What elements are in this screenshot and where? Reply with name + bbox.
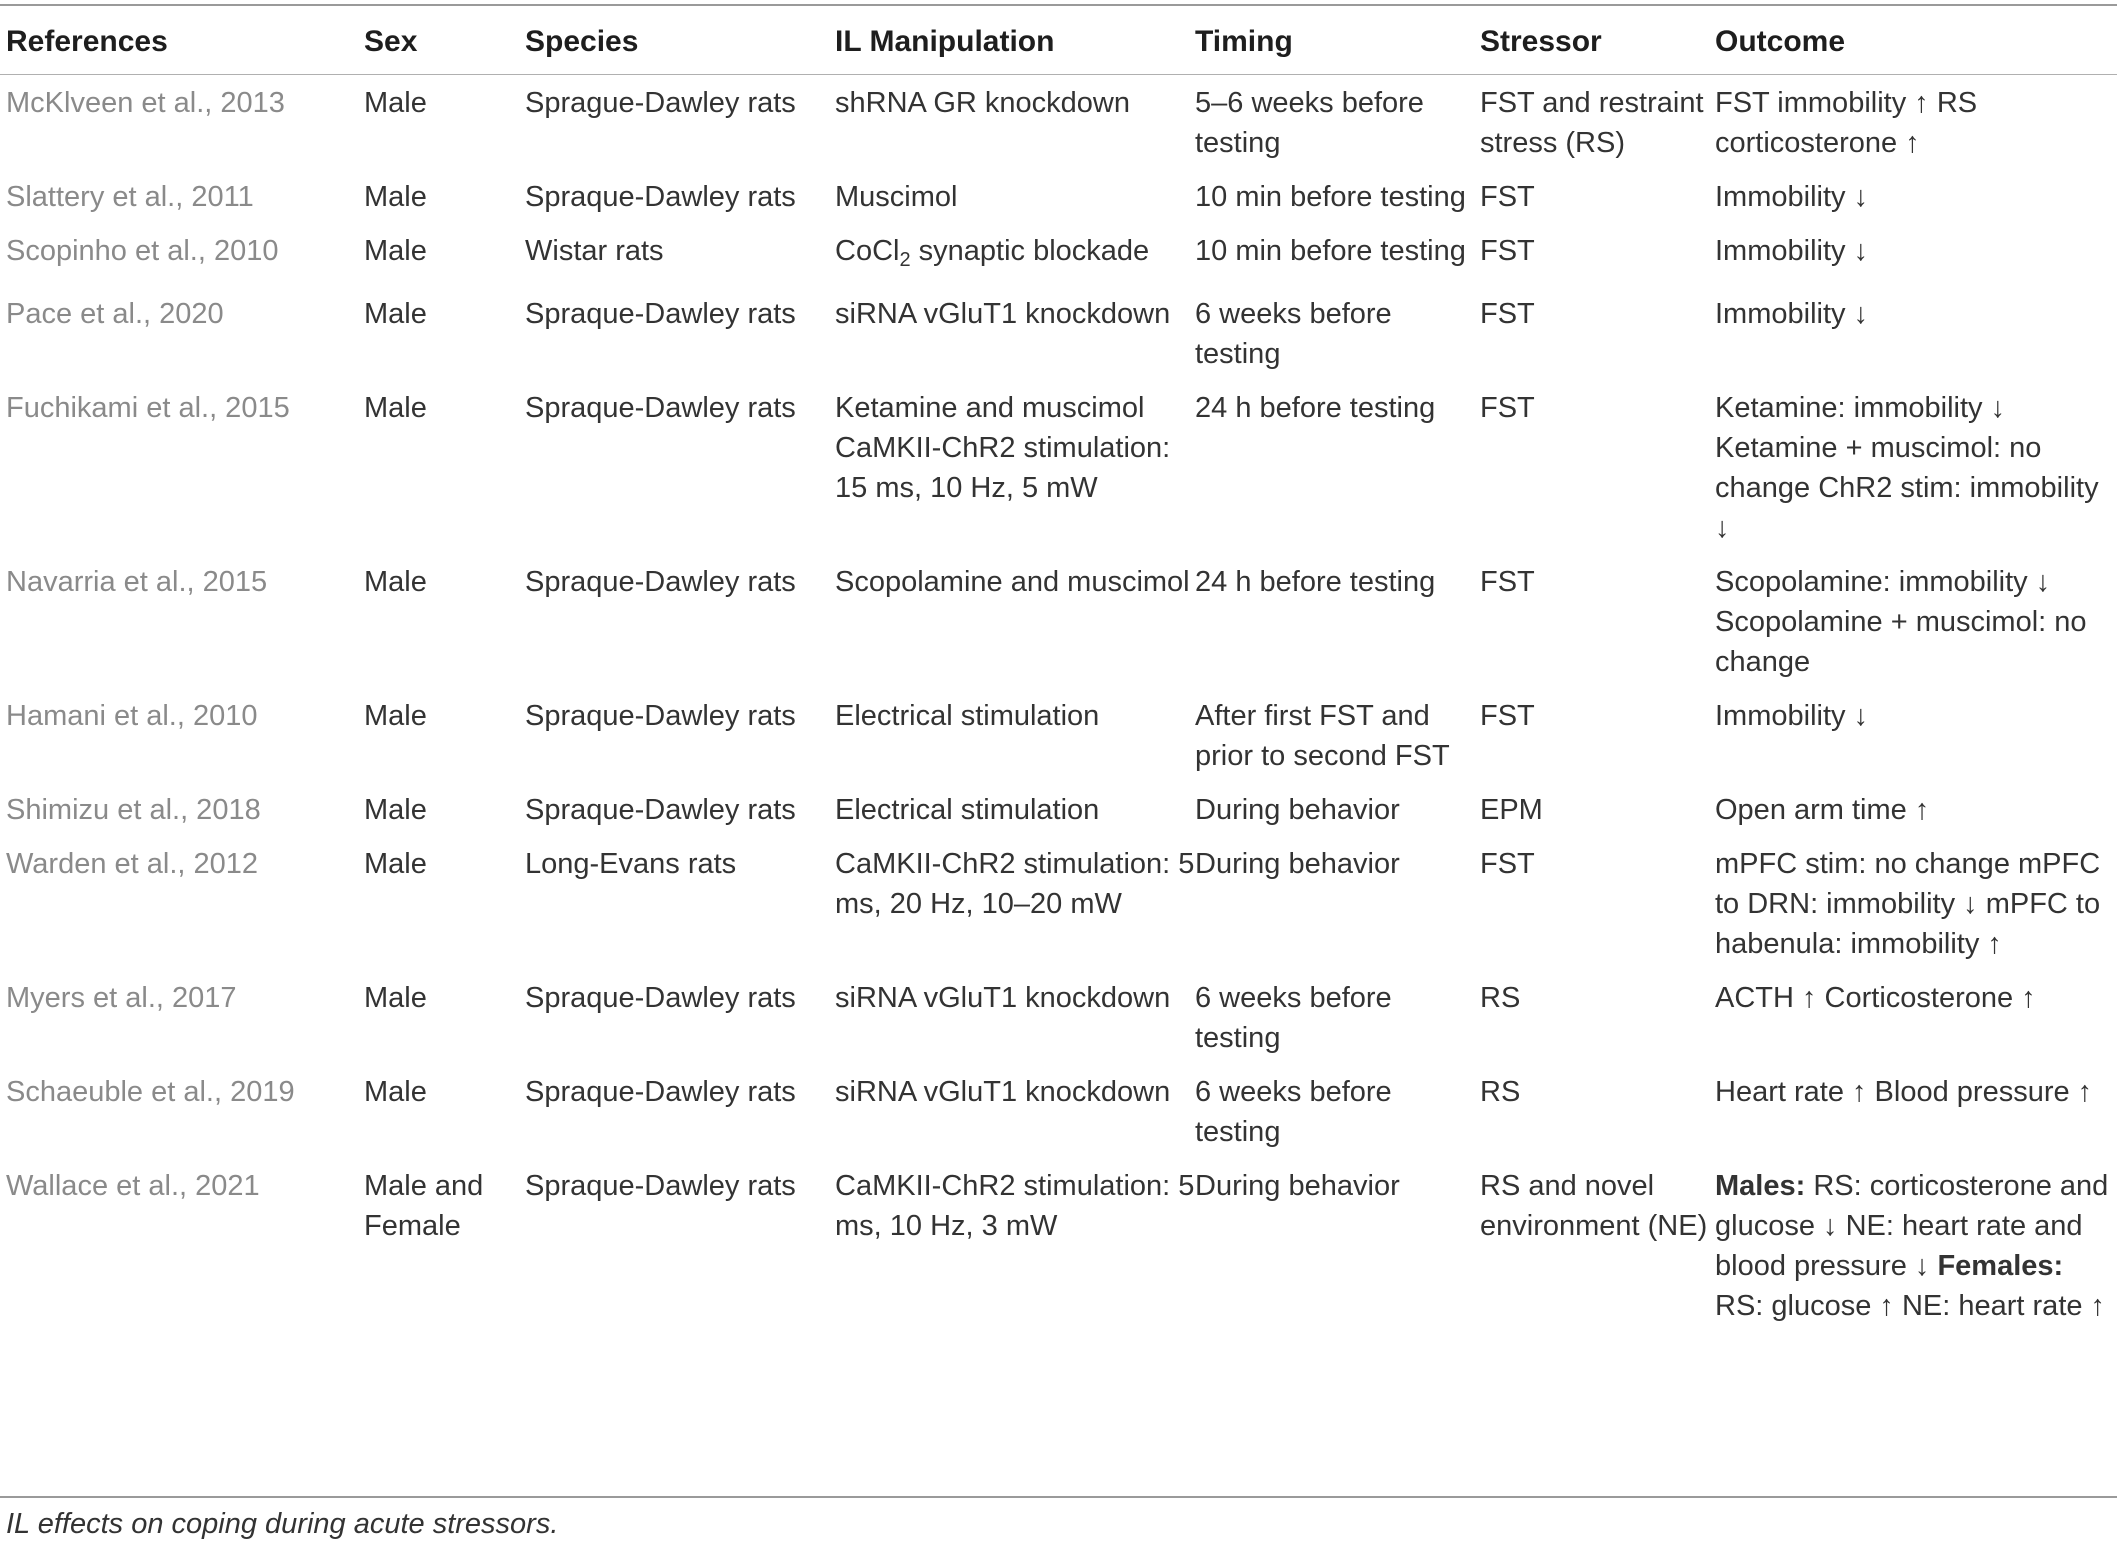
cell-reference: Warden et al., 2012 — [6, 848, 259, 880]
cell-outcome: Immobility ↓ — [1715, 700, 1869, 732]
cell-outcome: Ketamine: immobility ↓ Ketamine + muscimol: no change ChR2 stim: immobility ↓ — [1715, 392, 2099, 544]
cell-reference: Shimizu et al., 2018 — [6, 794, 261, 826]
cell-sex: Male — [364, 181, 427, 213]
cell-stressor: FST — [1480, 298, 1535, 330]
table-row — [0, 287, 2117, 381]
table-row — [0, 76, 2117, 170]
cell-manipulation: Ketamine and muscimol CaMKII-ChR2 stimulation: 15 ms, 10 Hz, 5 mW — [835, 392, 1171, 504]
header-sex: Sex — [364, 25, 418, 58]
cell-sex: Male and Female — [364, 1170, 484, 1242]
cell-manipulation: siRNA vGluT1 knockdown — [835, 1076, 1171, 1108]
cell-reference: Scopinho et al., 2010 — [6, 235, 279, 267]
cell-reference: Myers et al., 2017 — [6, 982, 237, 1014]
cell-manipulation — [835, 224, 1195, 287]
cell-species: Spraque-Dawley rats — [525, 1170, 796, 1202]
cell-sex: Male — [364, 566, 427, 598]
cell-reference: Wallace et al., 2021 — [6, 1170, 260, 1202]
cell-reference: McKlveen et al., 2013 — [6, 87, 285, 119]
table-row — [0, 555, 2117, 689]
cell-manipulation: shRNA GR knockdown — [835, 87, 1130, 119]
cell-stressor: FST and restraint stress (RS) — [1480, 87, 1704, 159]
cell-manipulation: CaMKII-ChR2 stimulation: 5 ms, 10 Hz, 3 mW — [835, 1170, 1195, 1242]
table-row — [0, 1159, 2117, 1333]
cell-outcome: mPFC stim: no change mPFC to DRN: immobility ↓ mPFC to habenula: immobility ↑ — [1715, 848, 2101, 960]
header-timing: Timing — [1195, 25, 1293, 58]
cell-stressor: FST — [1480, 848, 1535, 880]
cell-species: Wistar rats — [525, 235, 664, 267]
table-row — [0, 783, 2117, 837]
table-row — [0, 689, 2117, 783]
cell-stressor: FST — [1480, 700, 1535, 732]
table-row — [0, 381, 2117, 555]
table-caption: IL effects on coping during acute stressors. — [6, 1508, 559, 1540]
cell-timing: 6 weeks before testing — [1195, 982, 1392, 1054]
cell-species: Spraque-Dawley rats — [525, 298, 796, 330]
header-stressor: Stressor — [1480, 25, 1602, 58]
cell-stressor: RS — [1480, 1076, 1521, 1108]
cell-timing: 10 min before testing — [1195, 235, 1466, 267]
table-row — [0, 1065, 2117, 1159]
cell-timing: 10 min before testing — [1195, 181, 1466, 213]
cell-timing: During behavior — [1195, 794, 1400, 826]
cell-manipulation: siRNA vGluT1 knockdown — [835, 982, 1171, 1014]
cell-sex: Male — [364, 392, 427, 424]
cell-species: Sprague-Dawley rats — [525, 87, 796, 119]
cell-timing: During behavior — [1195, 1170, 1400, 1202]
header-species: Species — [525, 25, 639, 58]
cell-reference: Slattery et al., 2011 — [6, 181, 254, 213]
cell-sex: Male — [364, 298, 427, 330]
header-il-manipulation: IL Manipulation — [835, 25, 1055, 58]
cell-species: Spraque-Dawley rats — [525, 700, 796, 732]
cell-sex: Male — [364, 982, 427, 1014]
cell-outcome: Immobility ↓ — [1715, 181, 1869, 213]
cell-timing: 24 h before testing — [1195, 392, 1436, 424]
cell-timing: 5–6 weeks before testing — [1195, 87, 1424, 159]
cell-manipulation: Muscimol — [835, 181, 958, 213]
cell-species: Spraque-Dawley rats — [525, 794, 796, 826]
outcome-males-text: RS: corticosterone and glucose ↓ NE: heart rate and blood pressure ↓ — [1715, 1170, 2109, 1282]
cell-reference: Schaeuble et al., 2019 — [6, 1076, 295, 1108]
cell-sex: Male — [364, 1076, 427, 1108]
cell-outcome: Immobility ↓ — [1715, 298, 1869, 330]
cell-species: Spraque-Dawley rats — [525, 982, 796, 1014]
cell-timing: After first FST and prior to second FST — [1195, 700, 1450, 772]
cell-manipulation: Scopolamine and muscimol — [835, 566, 1190, 598]
table-bottom-rule — [0, 1496, 2117, 1498]
header-references: References — [6, 25, 168, 58]
cell-stressor: FST — [1480, 235, 1535, 267]
manipulation-chem-suffix: synaptic blockade — [910, 235, 1150, 267]
outcome-females-text: RS: glucose ↑ NE: heart rate ↑ — [1715, 1290, 2106, 1322]
cell-species: Spraque-Dawley rats — [525, 392, 796, 424]
cell-outcome: FST immobility ↑ RS corticosterone ↑ — [1715, 87, 1978, 159]
cell-outcome: Heart rate ↑ Blood pressure ↑ — [1715, 1076, 2093, 1108]
cell-outcome: Immobility ↓ — [1715, 235, 1869, 267]
stress-studies-table — [0, 6, 2117, 1333]
cell-sex: Male — [364, 87, 427, 119]
cell-sex: Male — [364, 848, 427, 880]
table-row — [0, 224, 2117, 287]
cell-timing: 24 h before testing — [1195, 566, 1436, 598]
cell-stressor: RS — [1480, 982, 1521, 1014]
cell-manipulation: CaMKII-ChR2 stimulation: 5 ms, 20 Hz, 10–20 mW — [835, 848, 1195, 920]
table-header-row — [0, 6, 2117, 76]
cell-reference: Navarria et al., 2015 — [6, 566, 268, 598]
table-row — [0, 837, 2117, 971]
cell-reference: Pace et al., 2020 — [6, 298, 224, 330]
cell-reference: Fuchikami et al., 2015 — [6, 392, 290, 424]
table-row — [0, 170, 2117, 224]
cell-outcome: ACTH ↑ Corticosterone ↑ — [1715, 982, 2036, 1014]
outcome-males-label: Males: — [1715, 1170, 1806, 1202]
cell-manipulation: Electrical stimulation — [835, 700, 1100, 732]
cell-outcome: Open arm time ↑ — [1715, 794, 1930, 826]
cell-species: Spraque-Dawley rats — [525, 566, 796, 598]
cell-stressor: RS and novel environment (NE) — [1480, 1170, 1708, 1242]
cell-stressor: FST — [1480, 566, 1535, 598]
outcome-females-label: Females: — [1937, 1250, 2064, 1282]
cell-manipulation: Electrical stimulation — [835, 794, 1100, 826]
cell-timing: 6 weeks before testing — [1195, 1076, 1392, 1148]
header-outcome: Outcome — [1715, 25, 1846, 58]
cell-timing: 6 weeks before testing — [1195, 298, 1392, 370]
cell-stressor: FST — [1480, 181, 1535, 213]
cell-stressor: EPM — [1480, 794, 1543, 826]
cell-manipulation: siRNA vGluT1 knockdown — [835, 298, 1171, 330]
cell-stressor: FST — [1480, 392, 1535, 424]
cell-outcome — [1715, 1159, 2117, 1333]
cell-reference: Hamani et al., 2010 — [6, 700, 258, 732]
cell-species: Spraque-Dawley rats — [525, 181, 796, 213]
cell-timing: During behavior — [1195, 848, 1400, 880]
manipulation-chem-subscript: 2 — [899, 249, 911, 271]
cell-sex: Male — [364, 794, 427, 826]
cell-species: Spraque-Dawley rats — [525, 1076, 796, 1108]
cell-sex: Male — [364, 700, 427, 732]
cell-sex: Male — [364, 235, 427, 267]
manipulation-chem-prefix: CoCl — [835, 235, 900, 267]
cell-outcome: Scopolamine: immobility ↓ Scopolamine + muscimol: no change — [1715, 566, 2087, 678]
cell-species: Long-Evans rats — [525, 848, 737, 880]
table-row — [0, 971, 2117, 1065]
